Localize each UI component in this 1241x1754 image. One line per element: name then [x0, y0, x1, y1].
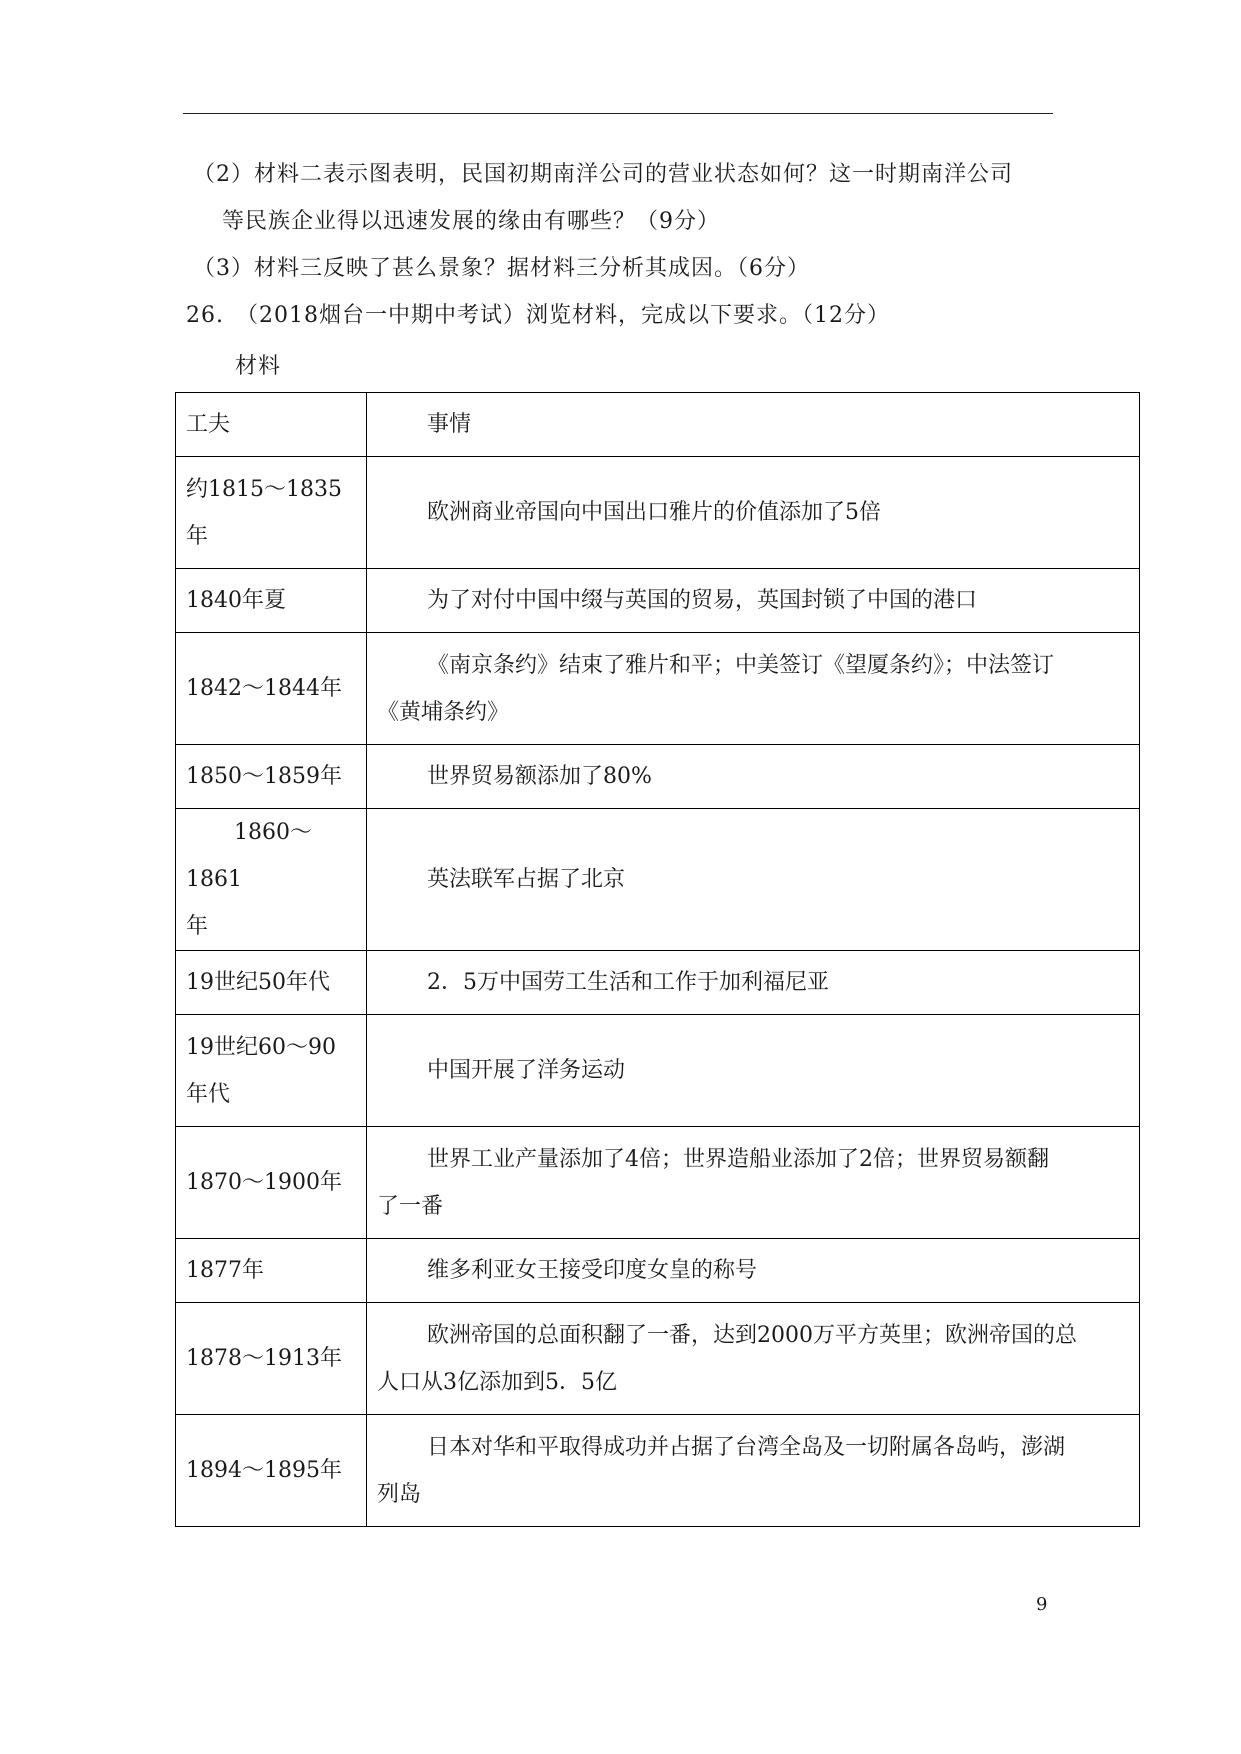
question-2-line-2: 等民族企业得以迅速发展的缘由有哪些？（9分） [222, 209, 720, 234]
time-cell: 1850～1859年 [176, 745, 367, 809]
material-label: 材料 [235, 354, 282, 379]
question-3: （3）材料三反映了甚么景象？据材料三分析其成因。（6分） [193, 256, 810, 281]
event-cell: 英法联军占据了北京 [367, 809, 1140, 951]
time-cell: 19世纪50年代 [176, 951, 367, 1015]
table-row [176, 809, 1140, 951]
time-cell [176, 1015, 367, 1127]
table-row [176, 1415, 1140, 1527]
time-cell: 1842～1844年 [176, 633, 367, 745]
header-rule [183, 113, 1053, 114]
event-cell: 中国开展了洋务运动 [367, 1015, 1140, 1127]
table-row [176, 1127, 1140, 1239]
event-cell [367, 1415, 1140, 1527]
event-line-1: 世界工业产量添加了4倍；世界造船业添加了2倍；世界贸易额翻 [427, 1146, 1049, 1172]
question-2-line-1: （2）材料二表示图表明，民国初期南洋公司的营业状态如何？这一时期南洋公司 [193, 162, 1013, 187]
time-cell: 1894～1895年 [176, 1415, 367, 1527]
time-cell [176, 809, 367, 951]
event-cell: 欧洲商业帝国向中国出口雅片的价值添加了5倍 [367, 457, 1140, 569]
time-cell: 1840年夏 [176, 569, 367, 633]
table-row [176, 745, 1140, 809]
header-event: 事情 [367, 393, 1140, 457]
event-cell: 维多利亚女王接受印度女皇的称号 [367, 1239, 1140, 1303]
event-line-2: 了一番 [377, 1193, 444, 1219]
table-row [176, 569, 1140, 633]
event-line-1: 《南京条约》结束了雅片和平；中美签订《望厦条约》；中法签订 [427, 652, 1055, 678]
time-cell: 1878～1913年 [176, 1303, 367, 1415]
table-row [176, 457, 1140, 569]
event-line-2: 列岛 [377, 1481, 422, 1507]
time-line-1: 约1815～1835 [186, 476, 342, 502]
time-line-2: 年 [186, 914, 209, 939]
time-cell [176, 457, 367, 569]
header-time: 工夫 [176, 393, 367, 457]
table-row [176, 1239, 1140, 1303]
event-line-2: 人口从3亿添加到5．5亿 [377, 1369, 617, 1395]
table-row [176, 1303, 1140, 1415]
table-row [176, 951, 1140, 1015]
event-cell: 为了对付中国中缀与英国的贸易，英国封锁了中国的港口 [367, 569, 1140, 633]
event-cell [367, 1127, 1140, 1239]
event-line-1: 欧洲帝国的总面积翻了一番，达到2000万平方英里；欧洲帝国的总 [427, 1322, 1077, 1348]
time-cell: 1870～1900年 [176, 1127, 367, 1239]
question-26: 26. （2018烟台一中期中考试）浏览材料，完成以下要求。（12分） [186, 303, 890, 328]
material-table [175, 392, 1140, 1527]
event-line-2: 《黄埔条约》 [377, 699, 510, 725]
table-header-row [176, 393, 1140, 457]
time-line-1: 19世纪60～90 [186, 1034, 336, 1060]
table-row [176, 1015, 1140, 1127]
event-line-1: 日本对华和平取得成功并占据了台湾全岛及一切附属各岛屿，澎湖 [427, 1434, 1066, 1460]
time-line-2: 年 [186, 523, 209, 549]
time-line-2: 年代 [186, 1081, 231, 1107]
time-cell: 1877年 [176, 1239, 367, 1303]
page-number: 9 [1036, 1594, 1048, 1615]
event-cell: 世界贸易额添加了80% [367, 745, 1140, 809]
event-cell [367, 633, 1140, 745]
event-cell: 2．5万中国劳工生活和工作于加利福尼亚 [367, 951, 1140, 1015]
time-line-1: 1860～1861 [186, 820, 312, 892]
table-row [176, 633, 1140, 745]
event-cell [367, 1303, 1140, 1415]
